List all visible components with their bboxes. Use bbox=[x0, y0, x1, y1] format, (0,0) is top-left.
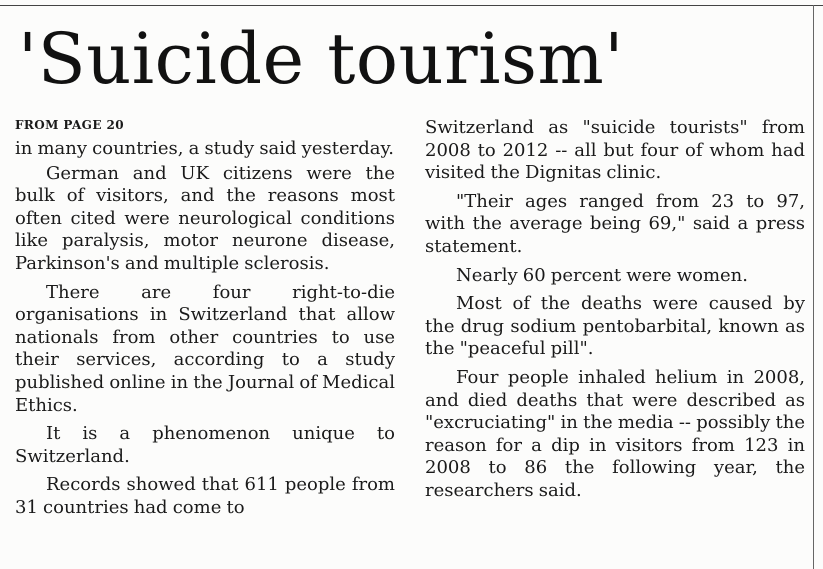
paragraph: in many countries, a study said yesterday. bbox=[15, 138, 394, 159]
right-column bbox=[425, 117, 805, 509]
paragraph: There are four right-to-die organisations in Switzerland that allow nationals from other countries to use their services, according to a study published online in the Journal of Medical Ethics. bbox=[15, 281, 395, 416]
paragraph: German and UK citizens were the bulk of visitors, and the reasons most often cited were neurological conditions like paralysis, motor neurone disease, Parkinson's and multiple sclerosis. bbox=[15, 162, 395, 274]
right-border-rule bbox=[813, 5, 814, 569]
paragraph: Four people inhaled helium in 2008, and died deaths that were described as "excruciating" in the media -- possibly the reason for a dip in visitors from 123 in 2008 to 86 the following year, the researchers said. bbox=[425, 366, 805, 501]
paragraph: Switzerland as "suicide tourists" from 2008 to 2012 -- all but four of whom had visited the Dignitas clinic. bbox=[425, 117, 805, 184]
left-column bbox=[15, 117, 395, 526]
paragraph: Records showed that 611 people from 31 countries had come to bbox=[15, 474, 395, 518]
headline: 'Suicide tourism' bbox=[18, 18, 624, 100]
paragraph: "Their ages ranged from 23 to 97, with the average being 69," said a press statement. bbox=[425, 190, 805, 257]
paragraph: Nearly 60 percent were women. bbox=[456, 264, 748, 286]
top-rule bbox=[0, 5, 823, 6]
paragraph: Most of the deaths were caused by the drug sodium pentobarbital, known as the "peaceful pill". bbox=[425, 293, 805, 360]
continued-from-kicker: FROM PAGE 20 bbox=[15, 118, 124, 132]
paragraph: It is a phenomenon unique to Switzerland. bbox=[15, 423, 395, 467]
